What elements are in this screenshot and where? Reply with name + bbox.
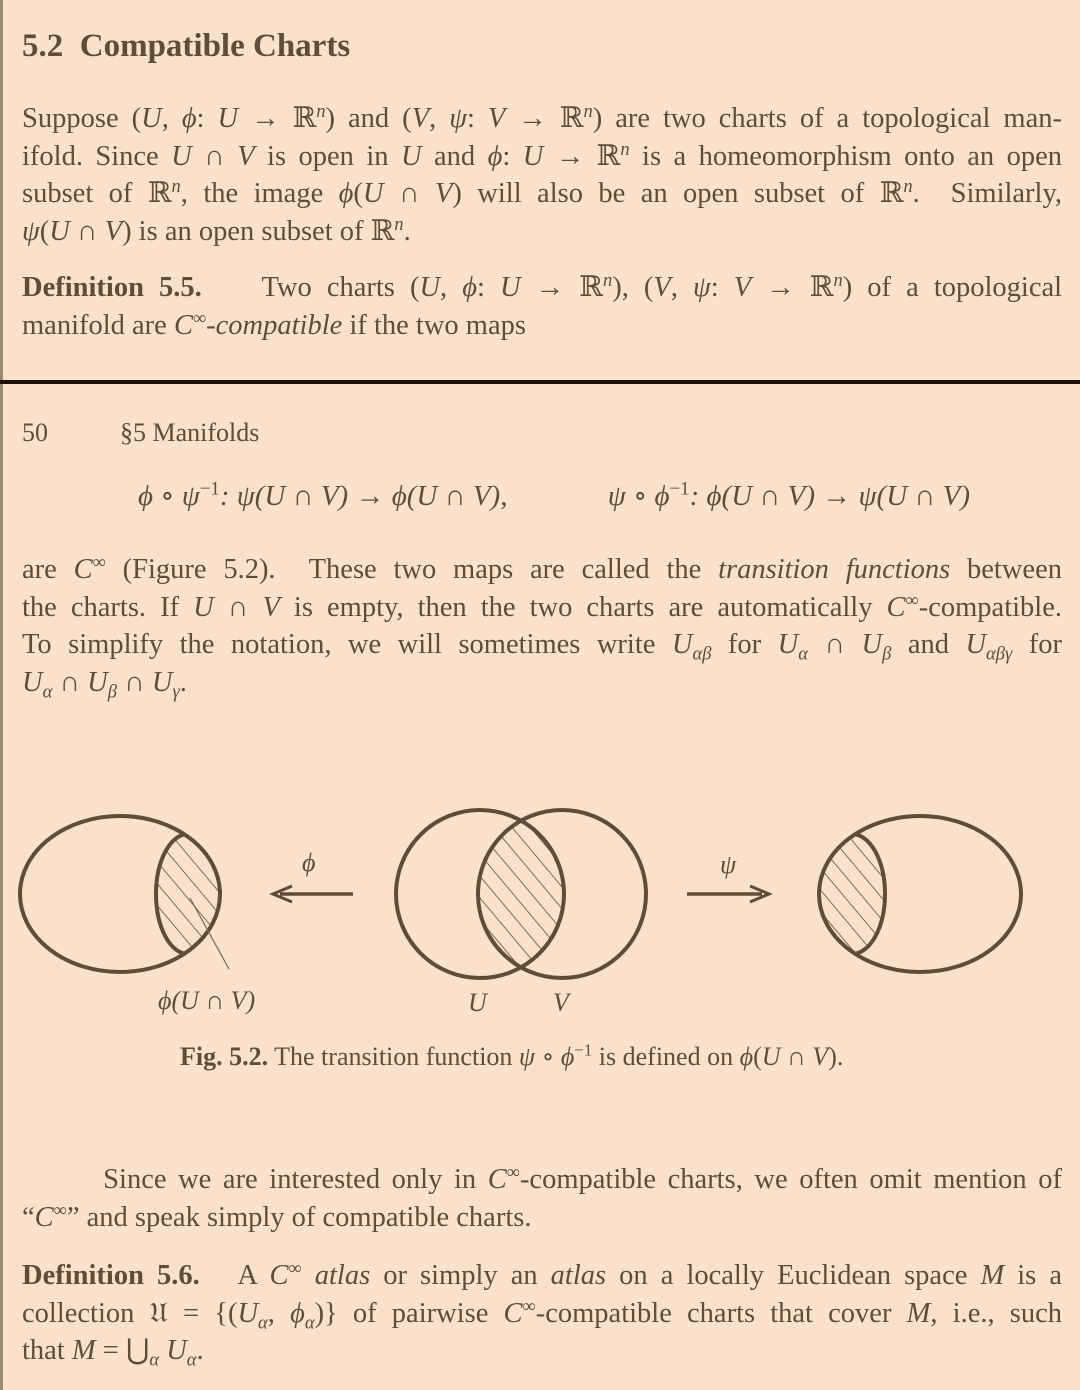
u-v-venn	[396, 810, 646, 978]
psi-image-ellipse	[819, 816, 1021, 972]
remark-paragraph	[22, 1161, 1062, 1236]
text-line: are C∞ (Figure 5.2). These two maps are called the transition functions between	[22, 551, 1062, 585]
definition-5-6	[22, 1257, 1062, 1370]
section-number: 5.2	[22, 28, 64, 64]
figure-5-2	[0, 800, 1080, 1030]
definition-label: Definition 5.5.	[22, 272, 202, 303]
psi-arrow	[687, 886, 769, 902]
text-line: $U_\alpha$ ∩ $U_\beta$ ∩ $U_\gamma$.	[22, 666, 187, 702]
caption-label: Fig. 5.2.	[180, 1042, 269, 1071]
phi-arrow	[273, 886, 353, 902]
transition-maps-equation	[138, 478, 970, 513]
section-heading	[22, 28, 350, 65]
text-line: Suppose (U, ϕ: U → ℝ$^n$) and (V, ψ: V → ℝ$^n$) are two charts of a topological man-	[22, 100, 1062, 134]
label-phi: ϕ	[302, 848, 316, 877]
label-phi-image: ϕ(U ∩ V)	[158, 986, 256, 1015]
text-line: Definition 5.5. Two charts (U, ϕ: U → ℝ$^n$), (V, ψ: V → ℝ$^n$) of a topological	[22, 269, 1063, 303]
definition-5-5	[22, 269, 1062, 344]
label-U: U	[468, 988, 487, 1017]
transition-paragraph	[22, 551, 1062, 701]
text-line: Since we are interested only in C∞-compatible charts, we often omit mention of	[22, 1161, 1062, 1195]
text-line: collection 𝔘 = {($U_\alpha$, $\phi_\alpha$)} of pairwise C∞-compatible charts that cover M, i.e., such	[22, 1295, 1062, 1333]
text-line: subset of ℝ$^n$, the image ϕ(U ∩ V) will also be an open subset of ℝ$^n$. Similarly,	[22, 175, 1062, 209]
intro-paragraph	[22, 100, 1062, 250]
figure-caption: Fig. 5.2. The transition function ψ ∘ $\phi^{-1}$ is defined on ϕ(U ∩ V).	[180, 1040, 844, 1071]
text-line: the charts. If U ∩ V is empty, then the two charts are automatically C∞-compatible.	[22, 589, 1062, 623]
page-number: 50	[22, 418, 48, 447]
section-title: Compatible Charts	[79, 28, 351, 64]
page-top-fragment	[0, 0, 1080, 381]
label-V: V	[553, 988, 569, 1017]
text-line: Definition 5.6. A C∞ atlas or simply an atlas on a locally Euclidean space M is a	[22, 1257, 1062, 1291]
page-divider	[0, 380, 1080, 384]
text-line: manifold are C∞-compatible if the two maps	[22, 307, 526, 341]
equation-left: ϕ ∘ $\psi^{-1}$: ψ(U ∩ V) → ϕ(U ∩ V),	[138, 478, 508, 512]
equation-right: ψ ∘ $\phi^{-1}$: ϕ(U ∩ V) → ψ(U ∩ V)	[607, 478, 970, 512]
emphasis-transition-functions: transition functions	[718, 554, 951, 585]
text-line: ifold. Since U ∩ V is open in U and ϕ: U → ℝ$^n$ is a homeomorphism onto an open	[22, 138, 1063, 172]
label-psi: ψ	[720, 850, 737, 879]
running-header-chapter: §5 Manifolds	[120, 418, 260, 447]
text-line: ψ(U ∩ V) is an open subset of ℝ$^n$.	[22, 213, 411, 247]
text-line: that $M = ⋃_\alpha$ $U_\alpha$.	[22, 1335, 204, 1371]
phi-image-ellipse	[20, 816, 229, 972]
definition-label: Definition 5.6.	[22, 1260, 200, 1291]
text-line: “C∞” and speak simply of compatible charts.	[22, 1199, 532, 1233]
defined-term: -compatible	[206, 309, 343, 341]
text-line: To simplify the notation, we will sometimes write $U_{\alpha\beta}$ for $U_\alpha$ ∩ $U_\beta$ and $U_{\alpha\beta\gamma}$ for	[22, 629, 1063, 665]
